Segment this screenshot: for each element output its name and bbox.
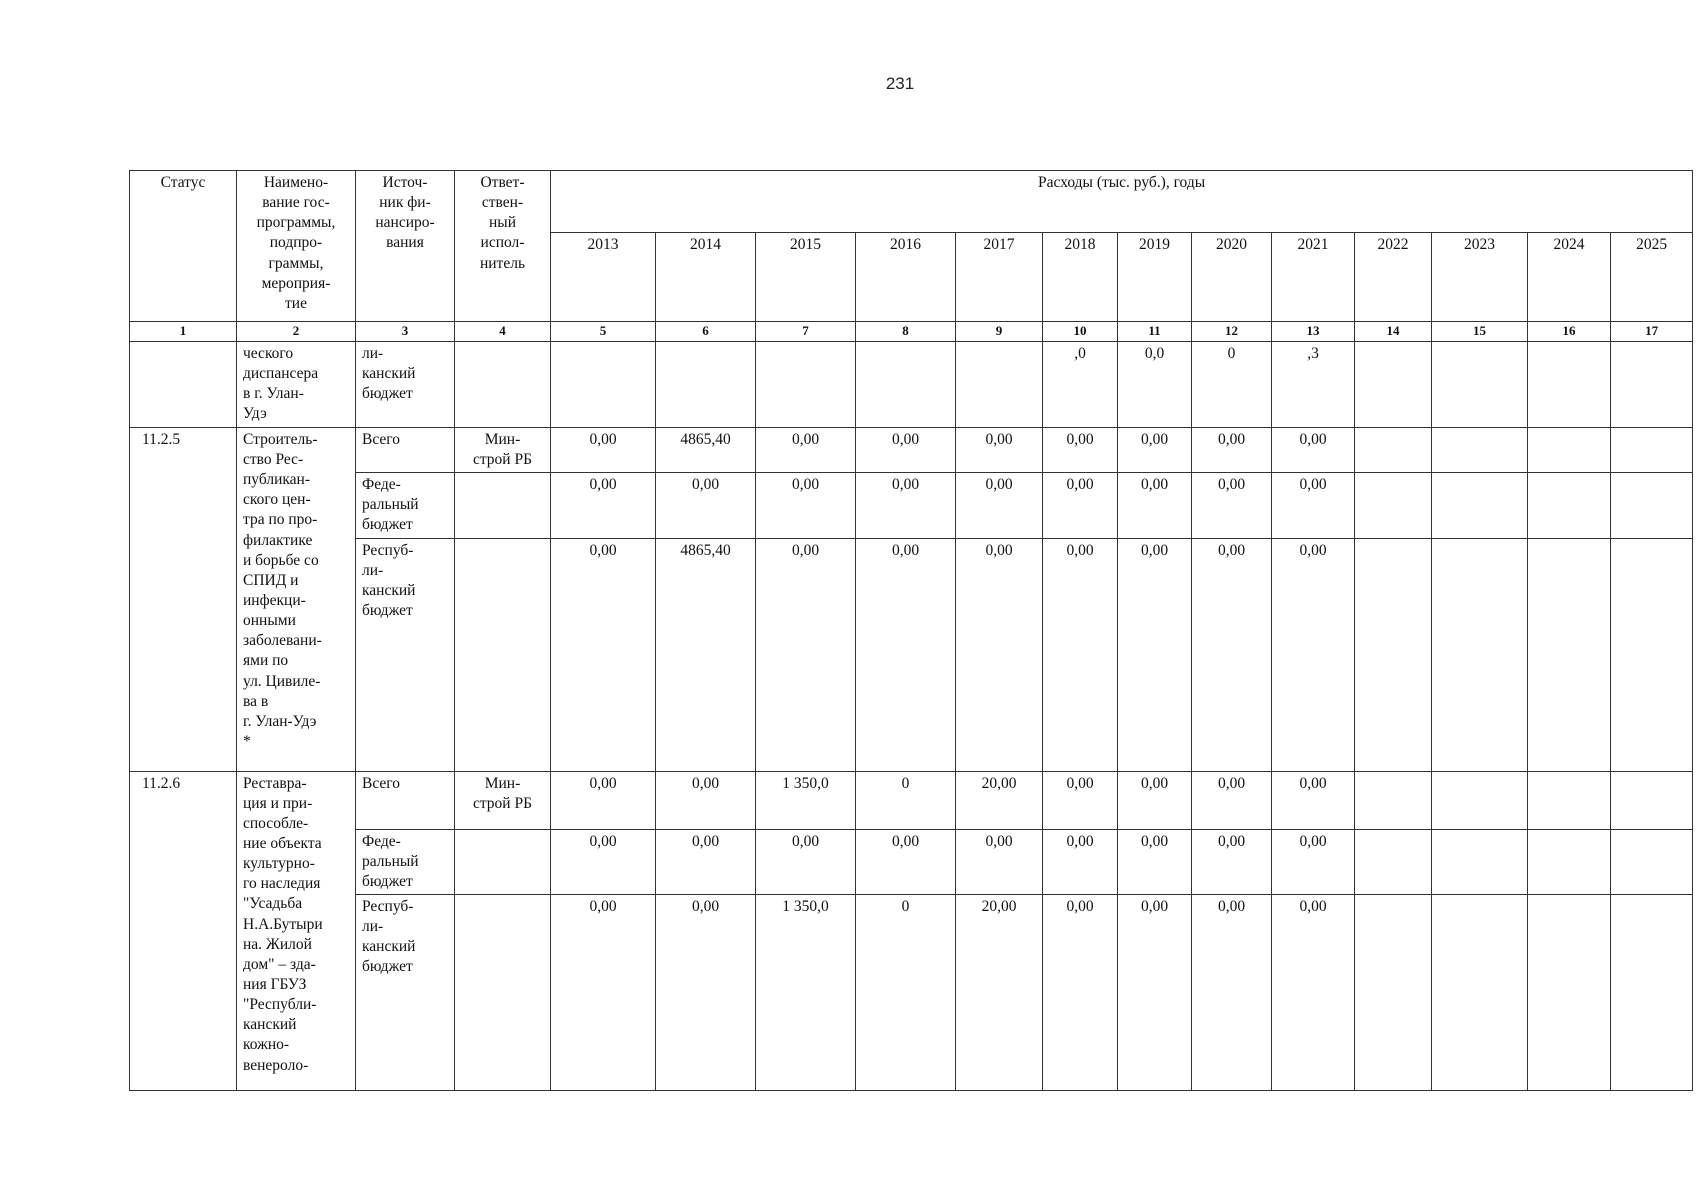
header-year: 2022 [1355, 233, 1432, 322]
expense-value [1355, 538, 1432, 771]
expense-value [1355, 771, 1432, 829]
expense-value [1355, 473, 1432, 538]
expense-value [1611, 538, 1693, 771]
expense-value [1528, 771, 1611, 829]
continuation-row [130, 341, 1693, 427]
expense-value [1528, 473, 1611, 538]
responsible-executor: Мин- строй РБ [455, 771, 551, 829]
expense-value [1355, 427, 1432, 472]
funding-source: ли- канский бюджет [356, 341, 455, 427]
expense-value: 0,00 [656, 771, 756, 829]
expense-value: 0,00 [1272, 771, 1355, 829]
column-index: 13 [1272, 322, 1355, 342]
expense-value: 0 [1192, 341, 1272, 427]
status-cell: 11.2.6 [130, 771, 237, 1090]
expense-value: 0,00 [1043, 771, 1118, 829]
funding-source: Всего [356, 427, 455, 472]
expense-value [756, 341, 856, 427]
header-row [130, 171, 1693, 233]
table-row [130, 894, 1693, 1090]
column-index: 2 [237, 322, 356, 342]
expense-value: 0,00 [856, 829, 956, 894]
expense-value: 0,00 [1272, 829, 1355, 894]
expense-value: 0 [856, 771, 956, 829]
expense-value: 0,00 [1118, 771, 1192, 829]
header-responsible: Ответ- ствен- ный испол- нитель [455, 171, 551, 322]
expense-value: 0,00 [1043, 894, 1118, 1090]
expense-value: 0,00 [1043, 427, 1118, 472]
responsible-executor: Мин- строй РБ [455, 427, 551, 472]
expense-value: 0,00 [656, 473, 756, 538]
expense-value: 4865,40 [656, 427, 756, 472]
expense-value [1355, 894, 1432, 1090]
expense-value [1611, 473, 1693, 538]
expense-value [1611, 427, 1693, 472]
expense-value: 20,00 [956, 894, 1043, 1090]
table-row [130, 473, 1693, 538]
header-year: 2014 [656, 233, 756, 322]
page-number: 231 [885, 74, 915, 93]
expense-value [1432, 473, 1528, 538]
header-year: 2016 [856, 233, 956, 322]
column-index: 4 [455, 322, 551, 342]
expense-value [656, 341, 756, 427]
status-cell [130, 341, 237, 427]
expense-value: 0,00 [1192, 829, 1272, 894]
expense-value: 0,00 [1118, 538, 1192, 771]
expense-value: ,0 [1043, 341, 1118, 427]
funding-source: Респуб- ли- канский бюджет [356, 538, 455, 771]
expense-value [1528, 829, 1611, 894]
header-expenses: Расходы (тыс. руб.), годы [551, 171, 1693, 233]
expense-value: 0,00 [856, 473, 956, 538]
funding-source: Всего [356, 771, 455, 829]
responsible-executor [455, 894, 551, 1090]
responsible-executor [455, 473, 551, 538]
expense-value [856, 341, 956, 427]
header-source: Источ- ник фи- нансиро- вания [356, 171, 455, 322]
expense-value: 0,00 [1118, 829, 1192, 894]
header-year: 2021 [1272, 233, 1355, 322]
header-name: Наимено- вание гос- программы, подпро- граммы, мероприя- тие [237, 171, 356, 322]
header-year: 2024 [1528, 233, 1611, 322]
header-year: 2023 [1432, 233, 1528, 322]
expense-value: 1 350,0 [756, 894, 856, 1090]
expense-value: 0,00 [956, 427, 1043, 472]
column-index: 10 [1043, 322, 1118, 342]
expense-value: 0,00 [1272, 473, 1355, 538]
budget-table [129, 170, 1693, 1091]
column-index: 12 [1192, 322, 1272, 342]
expense-value [1432, 427, 1528, 472]
header-year: 2015 [756, 233, 856, 322]
header-year: 2013 [551, 233, 656, 322]
column-index: 3 [356, 322, 455, 342]
expense-value: 0,00 [856, 427, 956, 472]
funding-source: Феде- ральный бюджет [356, 829, 455, 894]
expense-value: 0,00 [1043, 538, 1118, 771]
column-index: 1 [130, 322, 237, 342]
expense-value [956, 341, 1043, 427]
expense-value: 0,00 [756, 473, 856, 538]
expense-value: 0,00 [756, 538, 856, 771]
expense-value [551, 341, 656, 427]
expense-value [1528, 538, 1611, 771]
funding-source: Респуб- ли- канский бюджет [356, 894, 455, 1090]
expense-value: 0,00 [756, 829, 856, 894]
expense-value: 0,00 [1043, 829, 1118, 894]
expense-value [1611, 341, 1693, 427]
header-year: 2018 [1043, 233, 1118, 322]
expense-value: 4865,40 [656, 538, 756, 771]
column-index: 17 [1611, 322, 1693, 342]
expense-value: 0,00 [551, 771, 656, 829]
expense-value [1432, 829, 1528, 894]
column-index: 9 [956, 322, 1043, 342]
expense-value: 0,00 [1192, 771, 1272, 829]
column-index: 5 [551, 322, 656, 342]
expense-value: 0,00 [656, 829, 756, 894]
column-index: 16 [1528, 322, 1611, 342]
table-row [130, 771, 1693, 829]
expense-value: 0,00 [1192, 473, 1272, 538]
expense-value: 0,00 [956, 829, 1043, 894]
expense-value: 1 350,0 [756, 771, 856, 829]
expense-value: 0,00 [551, 473, 656, 538]
expense-value: 0,00 [1192, 894, 1272, 1090]
expense-value: 0,00 [1272, 894, 1355, 1090]
expense-value: 0,00 [551, 538, 656, 771]
expense-value [1432, 894, 1528, 1090]
expense-value: 0,00 [956, 538, 1043, 771]
expense-value: 0,00 [1272, 538, 1355, 771]
header-year: 2017 [956, 233, 1043, 322]
expense-value [1432, 538, 1528, 771]
expense-value [1432, 771, 1528, 829]
table-row [130, 538, 1693, 771]
expense-value [1611, 829, 1693, 894]
column-index: 14 [1355, 322, 1432, 342]
expense-value: 0,00 [756, 427, 856, 472]
expense-value: 0,00 [656, 894, 756, 1090]
expense-value: 0,00 [856, 538, 956, 771]
column-index: 8 [856, 322, 956, 342]
expense-value: 0,00 [551, 427, 656, 472]
responsible-executor [455, 341, 551, 427]
expense-value: 0,00 [551, 894, 656, 1090]
responsible-executor [455, 829, 551, 894]
expense-value: 0,00 [1192, 427, 1272, 472]
expense-value: 0,00 [1043, 473, 1118, 538]
item-name: Реставра- ция и при- способле- ние объекта культурно- го наследия "Усадьба Н.А.Бутыри на. Жилой дом" – зда- ния ГБУЗ "Республи- канский кожно- венероло- [237, 771, 356, 1090]
expense-value [1611, 894, 1693, 1090]
column-index-row [130, 322, 1693, 342]
header-year: 2019 [1118, 233, 1192, 322]
expense-value: 0,00 [956, 473, 1043, 538]
expense-value: 0,00 [1118, 473, 1192, 538]
expense-value [1528, 427, 1611, 472]
expense-value: 0,00 [1118, 894, 1192, 1090]
expense-value [1528, 341, 1611, 427]
expense-value: ,3 [1272, 341, 1355, 427]
expense-value: 0,00 [551, 829, 656, 894]
header-status: Статус [130, 171, 237, 322]
expense-value [1355, 341, 1432, 427]
expense-value [1432, 341, 1528, 427]
expense-value: 20,00 [956, 771, 1043, 829]
responsible-executor [455, 538, 551, 771]
column-index: 7 [756, 322, 856, 342]
item-name: ческого диспансера в г. Улан- Удэ [237, 341, 356, 427]
table-row [130, 829, 1693, 894]
header-year: 2025 [1611, 233, 1693, 322]
expense-value: 0 [856, 894, 956, 1090]
column-index: 6 [656, 322, 756, 342]
status-cell: 11.2.5 [130, 427, 237, 771]
expense-value [1528, 894, 1611, 1090]
expense-value: 0,00 [1118, 427, 1192, 472]
expense-value: 0,0 [1118, 341, 1192, 427]
column-index: 15 [1432, 322, 1528, 342]
expense-value: 0,00 [1192, 538, 1272, 771]
expense-value [1355, 829, 1432, 894]
expense-value [1611, 771, 1693, 829]
column-index: 11 [1118, 322, 1192, 342]
expense-value: 0,00 [1272, 427, 1355, 472]
header-year: 2020 [1192, 233, 1272, 322]
item-name: Строитель- ство Рес- публикан- ского цен- тра по про- филактике и борьбе со СПИД и инфекци- онными заболевани- ями по ул. Цивиле- ва в г. Улан-Удэ * [237, 427, 356, 771]
funding-source: Феде- ральный бюджет [356, 473, 455, 538]
table-row [130, 427, 1693, 472]
